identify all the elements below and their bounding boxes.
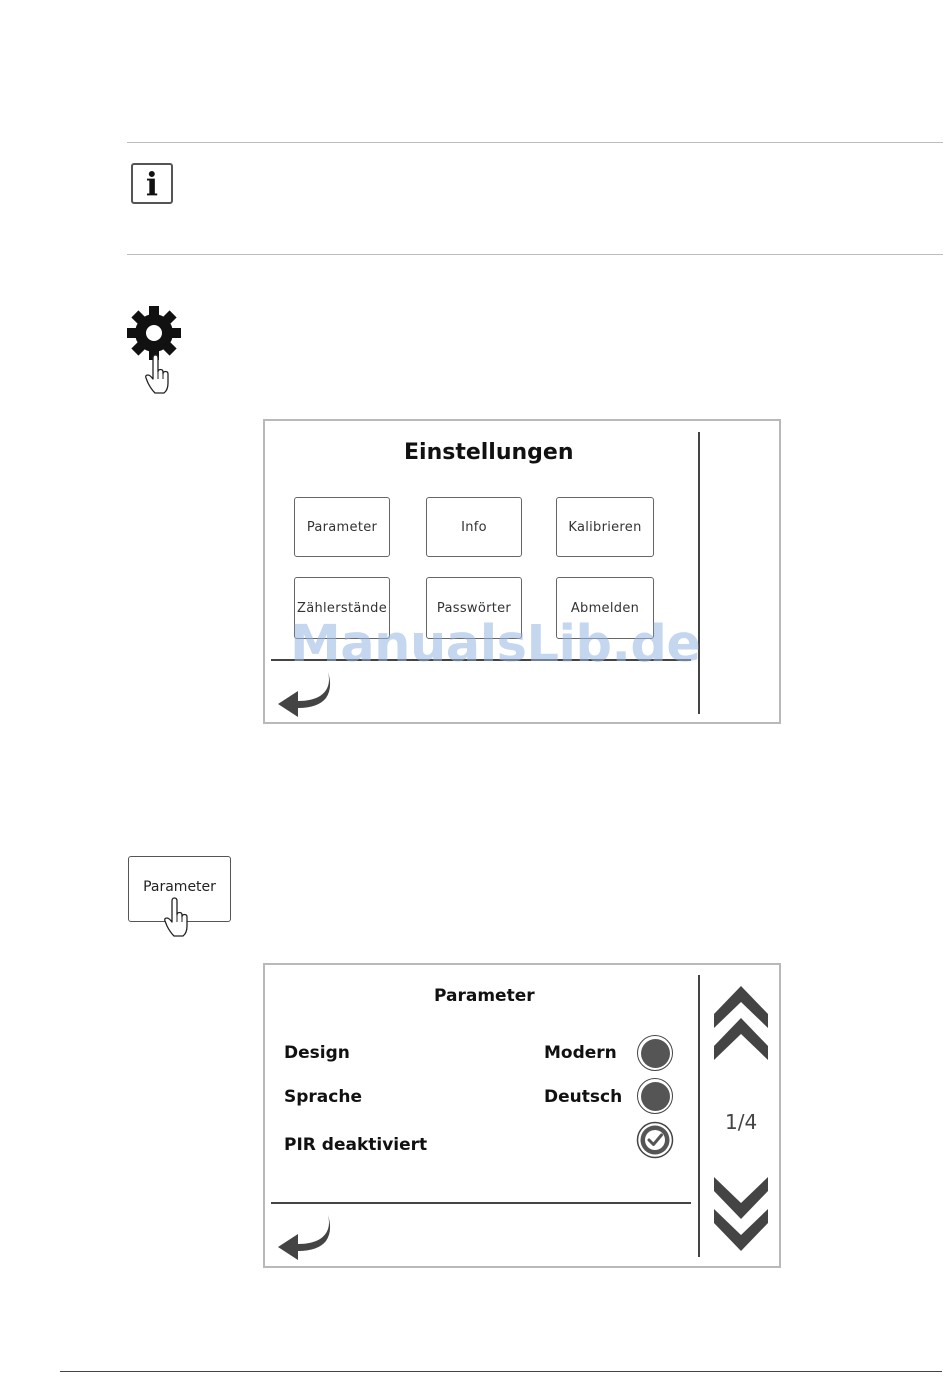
hand-pointer-icon (145, 354, 173, 396)
gear-icon (127, 305, 181, 361)
page-indicator: 1/4 (725, 1110, 758, 1134)
footer-rule (60, 1371, 942, 1372)
hand-pointer-icon (164, 897, 192, 939)
info-button[interactable]: Info (426, 497, 522, 557)
top-divider (127, 142, 943, 143)
parameter-screen (263, 963, 781, 1268)
parameter-shortcut-button[interactable]: Parameter (128, 856, 231, 922)
language-radio[interactable] (637, 1078, 673, 1114)
pir-checkbox[interactable] (636, 1121, 674, 1159)
parameter-title: Parameter (434, 986, 535, 1006)
watermark: ManualsLib.de (290, 615, 701, 674)
counters-button[interactable]: Zählerstände (294, 577, 390, 639)
design-value: Modern (544, 1043, 617, 1063)
language-label: Sprache (284, 1087, 362, 1107)
settings-title: Einstellungen (404, 440, 574, 465)
pir-label: PIR deaktiviert (284, 1135, 428, 1155)
design-radio[interactable] (637, 1035, 673, 1071)
back-arrow-icon[interactable] (276, 1213, 332, 1261)
parameter-button[interactable]: Parameter (294, 497, 390, 557)
info-icon: i (131, 163, 173, 204)
logout-button[interactable]: Abmelden (556, 577, 654, 639)
radio-fill (641, 1082, 670, 1111)
parameter-footer-divider (271, 1202, 691, 1204)
double-chevron-down-icon[interactable] (714, 1177, 768, 1251)
back-arrow-icon[interactable] (276, 670, 332, 718)
parameter-side-divider (698, 975, 700, 1257)
radio-fill (641, 1039, 670, 1068)
design-label: Design (284, 1043, 350, 1063)
calibrate-button[interactable]: Kalibrieren (556, 497, 654, 557)
bottom-divider (127, 254, 943, 255)
passwords-button[interactable]: Passwörter (426, 577, 522, 639)
double-chevron-up-icon[interactable] (714, 986, 768, 1062)
language-value: Deutsch (544, 1087, 623, 1107)
